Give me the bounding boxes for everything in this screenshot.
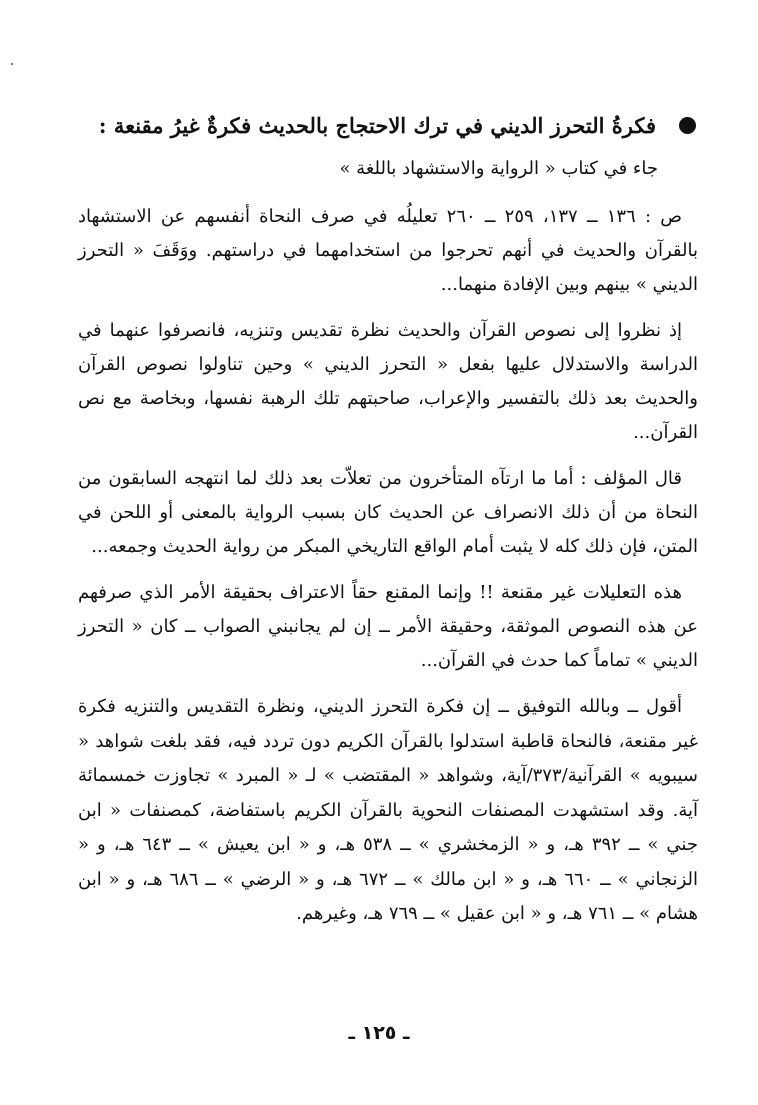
paragraph-4: هذه التعليلات غير مقنعة !! وإنما المقنع حقاً الاعتراف بحقيقة الأمر الذي صرفهم عن هذه النصوص الموثقة، وحقيقة الأمر ــ إن لم يجانبني الصواب ــ كان « التحرز الديني » تماماً كما حدث في القرآن... <box>78 582 698 671</box>
paragraph-3: قال المؤلف : أما ما ارتآه المتأخرون من تعلاّت بعد ذلك لما انتهجه السابقون من النحاة من أن ذلك الانصراف عن الحديث كان بسبب الرواية بالمعنى أو اللحن في المتن، فإن ذلك كله لا يثبت أمام الواقع التاريخي المبكر من رواية الحديث وجمعه... <box>78 468 698 557</box>
page-body <box>78 108 698 944</box>
bullet-icon <box>679 117 696 134</box>
paragraph-2: إذ نظروا إلى نصوص القرآن والحديث نظرة تقديس وتنزيه، فانصرفوا عنهما في الدراسة والاستدلال عليها بفعل « التحرز الديني » وحين تناولوا نصوص القرآن والحديث بعد ذلك بالتفسير والإعراب، صاحبتهم تلك الرهبة نفسها، وبخاصة مع نص القرآن... <box>78 320 698 443</box>
section-heading <box>78 108 698 144</box>
paragraph-5: أقول ــ وبالله التوفيق ــ إن فكرة التحرز الديني، ونظرة التقديس والتنزيه فكرة غير مقنعة، فالنحاة قاطبة استدلوا بالقرآن الكريم دون تردد فيه، فقد بلغت شواهد « سيبويه » القرآنية/٣٧٣/آية، وشواهد « المقتضب » لـ « المبرد » تجاوزت خمسمائة آية. وقد استشهدت المصنفات النحوية بالقرآن الكريم باستفاضة، كمصنفات « ابن جني » ــ ٣٩٢ هـ، و « الزمخشري » ــ ٥٣٨ هـ، و « ابن يعيش » ــ ٦٤٣ هـ، و « الزنجاني » ــ ٦٦٠ هـ، و « ابن مالك » ــ ٦٧٢ هـ، و « الرضي » ــ ٦٨٦ هـ، و « ابن هشام » ــ ٧٦١ هـ، و « ابن عقيل » ــ ٧٦٩ هـ، وغيرهم. <box>78 696 698 924</box>
paragraph-1: ص : ١٣٦ ــ ١٣٧، ٢٥٩ ــ ٢٦٠ تعليلُه في صرف النحاة أنفسهم عن الاستشهاد بالقرآن والحديث في أنهم تحرجوا من استخدامهما في دراستهم. ووَقَفَ « التحرز الديني » بينهم وبين الإفادة منهما... <box>78 206 698 295</box>
scan-speck <box>11 63 13 65</box>
intro-line: جاء في كتاب « الرواية والاستشهاد باللغة » <box>339 158 658 179</box>
page-number: ـ ١٢٥ ـ <box>348 1022 410 1044</box>
section-heading-text: فكرةُ التحرز الديني في ترك الاحتجاج بالحديث فكرةٌ غيرُ مقنعة : <box>98 113 656 138</box>
